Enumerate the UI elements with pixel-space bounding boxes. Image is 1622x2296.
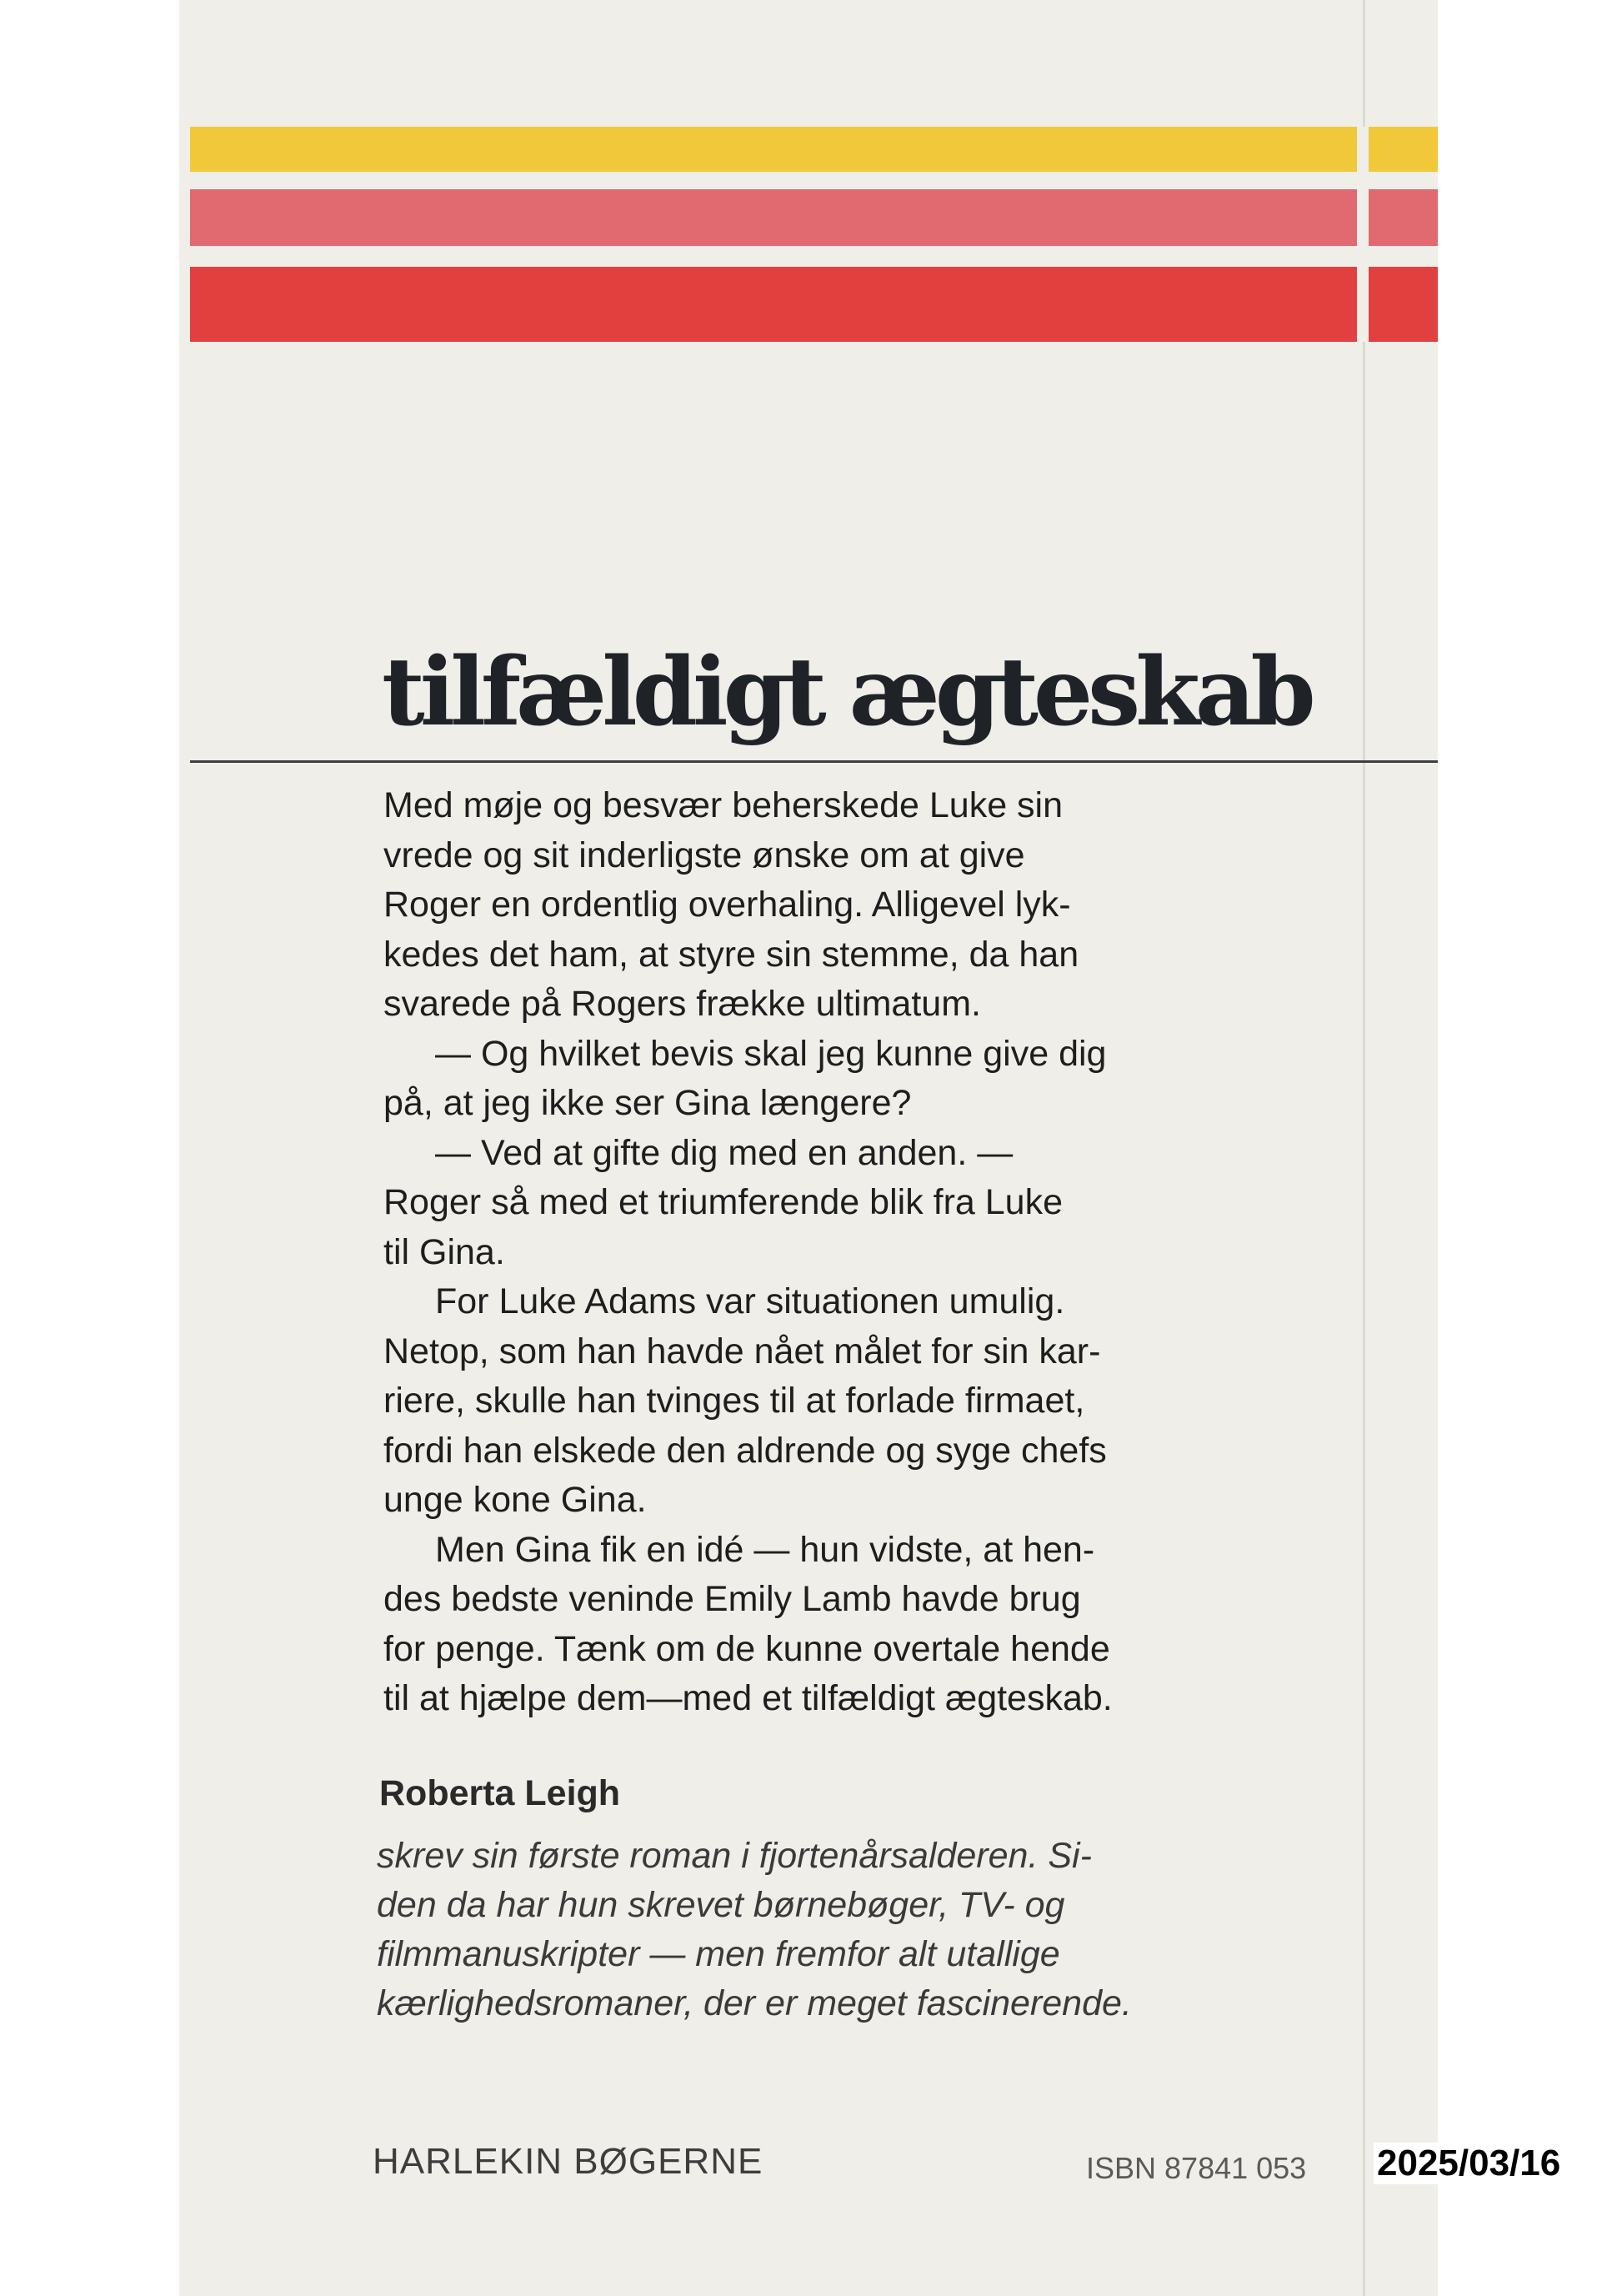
blurb-line: — Ved at gifte dig med en anden. — — [435, 1132, 1014, 1173]
blurb-line: fordi han elskede den aldrende og syge chefs — [383, 1430, 1107, 1471]
blurb-line: — Og hvilket bevis skal jeg kunne give dig — [435, 1033, 1107, 1074]
bio-line: kærlighedsromaner, der er meget fascinerende. — [377, 1983, 1132, 2023]
blurb-line: Roger en ordentlig overhaling. Alligevel lyk- — [383, 885, 1071, 925]
bio-line: filmmanuskripter — men fremfor alt utallige — [377, 1934, 1060, 1974]
publisher-name: HARLEKIN BØGERNE — [373, 2141, 763, 2182]
blurb-line: For Luke Adams var situationen umulig. — [435, 1281, 1065, 1321]
author-bio — [377, 1832, 1319, 2028]
date-stamp: 2025/03/16 — [1374, 2143, 1564, 2184]
stripe-fold-gap — [1357, 127, 1369, 342]
blurb-paragraph — [383, 1526, 1317, 1724]
yellow-stripe — [190, 127, 1438, 172]
pink-stripe — [190, 189, 1438, 246]
bio-line: den da har hun skrevet børnebøger, TV- og — [377, 1885, 1065, 1925]
bio-line: skrev sin første roman i fjortenårsalderen. Si- — [377, 1836, 1092, 1876]
blurb-paragraph — [383, 781, 1317, 1030]
red-stripe — [190, 267, 1438, 342]
blurb-line: til at hjælpe dem—med et tilfældigt ægteskab. — [383, 1678, 1113, 1718]
blurb-line: kedes det ham, at styre sin stemme, da han — [383, 934, 1079, 975]
cover-fold-line — [1363, 0, 1365, 2296]
blurb-line: vrede og sit inderligste ønske om at give — [383, 835, 1025, 875]
blurb-line: svarede på Rogers frække ultimatum. — [383, 984, 981, 1024]
blurb-paragraph — [383, 1129, 1317, 1278]
title-rule — [190, 760, 1438, 763]
isbn-number: ISBN 87841 053 — [1086, 2151, 1307, 2185]
blurb-paragraph — [383, 1030, 1317, 1129]
blurb-line: for penge. Tænk om de kunne overtale hende — [383, 1628, 1110, 1669]
blurb-line: des bedste veninde Emily Lamb havde brug — [383, 1579, 1081, 1619]
blurb-line: Roger så med et triumferende blik fra Luke — [383, 1182, 1064, 1222]
blurb-line: Netop, som han havde nået målet for sin kar- — [383, 1331, 1101, 1371]
blurb-line: på, at jeg ikke ser Gina længere? — [383, 1083, 912, 1123]
author-name: Roberta Leigh — [379, 1773, 621, 1813]
blurb-line: Men Gina fik en idé — hun vidste, at hen- — [435, 1529, 1095, 1570]
blurb-line: riere, skulle han tvinges til at forlade firmaet, — [383, 1381, 1085, 1421]
blurb-line: Med møje og besvær beherskede Luke sin — [383, 785, 1064, 825]
blurb-paragraph — [383, 1277, 1317, 1526]
book-title: tilfældigt ægteskab — [382, 638, 1311, 747]
blurb-line: til Gina. — [383, 1231, 505, 1272]
blurb-text — [383, 781, 1317, 1724]
blurb-line: unge kone Gina. — [383, 1480, 647, 1520]
